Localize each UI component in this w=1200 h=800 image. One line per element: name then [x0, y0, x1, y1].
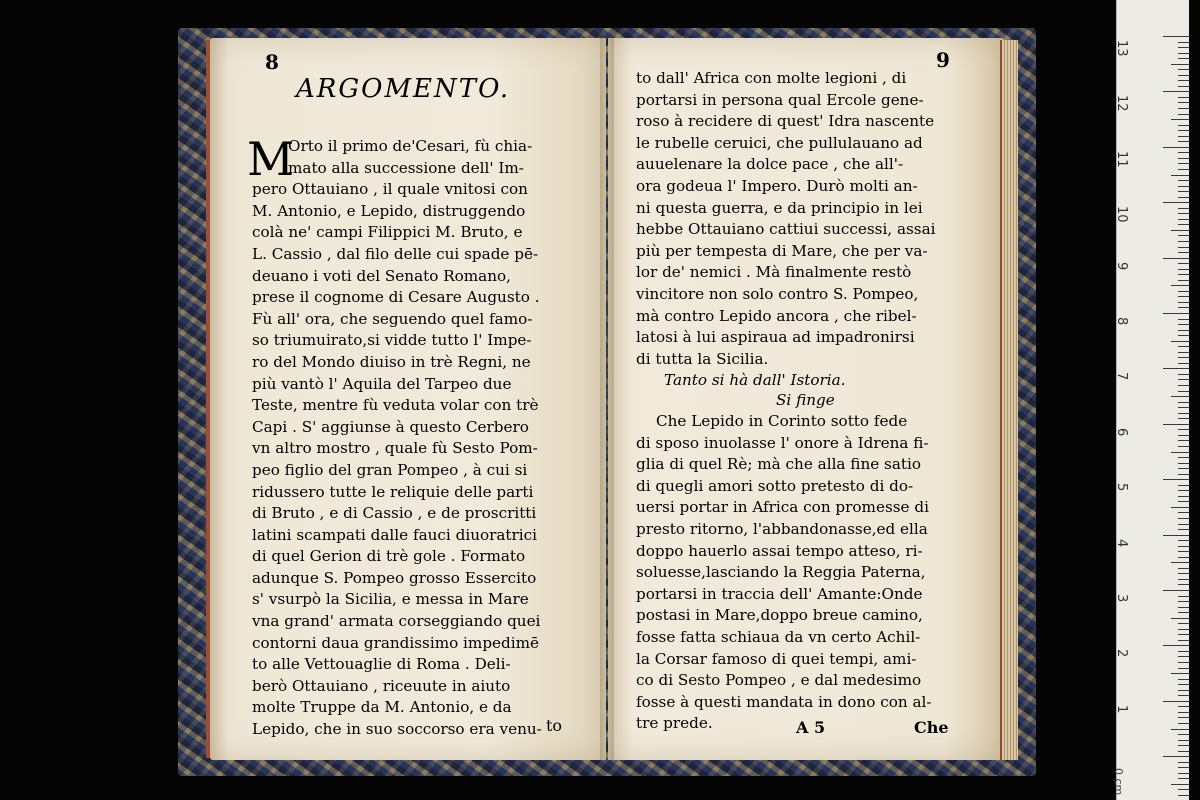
ruler-tick: [1178, 629, 1189, 630]
ruler-tick: [1178, 468, 1189, 469]
ruler-tick: [1178, 607, 1189, 608]
right-catchword: Che: [914, 718, 949, 737]
ruler-tick: [1178, 789, 1189, 790]
ruler-tick: [1163, 313, 1189, 314]
text-line: Orto il primo de'Cesari, fù chia-: [288, 137, 533, 155]
ruler-tick: [1178, 114, 1189, 115]
text-line: ora godeua l' Impero. Durò molti an-: [636, 176, 918, 195]
text-line: contorni daua grandissimo impedimē: [252, 633, 539, 652]
ruler-tick: [1171, 784, 1189, 785]
text-line: vn altro mostro , quale fù Sesto Pom-: [252, 439, 538, 458]
ruler-number: 13: [1114, 40, 1129, 57]
ruler-tick: [1178, 374, 1189, 375]
ruler-tick: [1178, 125, 1189, 126]
text-line: ridussero tutte le reliquie delle parti: [252, 482, 534, 501]
text-line: to alle Vettouaglie di Roma . Deli-: [252, 655, 511, 674]
ruler-tick: [1171, 618, 1189, 619]
ruler-tick: [1178, 596, 1189, 597]
ruler-tick: [1178, 778, 1189, 779]
text-line: colà ne' campi Filippici M. Bruto, e: [252, 223, 523, 242]
ruler-tick: [1178, 762, 1189, 763]
ruler-tick: [1178, 429, 1189, 430]
ruler-tick: [1178, 529, 1189, 530]
ruler-tick: [1178, 363, 1189, 364]
ruler-tick: [1178, 540, 1189, 541]
ruler-tick: [1178, 418, 1189, 419]
ruler-number: 8: [1114, 317, 1129, 326]
ruler-tick: [1178, 102, 1189, 103]
text-line: Che Lepido in Corinto sotto fede: [656, 412, 908, 430]
ruler-tick: [1171, 285, 1189, 286]
ruler-tick: [1178, 252, 1189, 253]
text-line: s' vsurpò la Sicilia, e messa in Mare: [252, 590, 529, 609]
ruler-tick: [1178, 219, 1189, 220]
ruler-number: 2: [1114, 649, 1129, 658]
text-line: latosi à lui aspiraua ad impadronirsi: [636, 328, 915, 347]
ruler-number: 3: [1114, 594, 1129, 603]
ruler-tick: [1171, 452, 1189, 453]
text-line: to dall' Africa con molte legioni , di: [636, 69, 907, 87]
ruler-tick: [1171, 119, 1189, 120]
ruler-tick: [1178, 706, 1189, 707]
ruler-tick: [1178, 307, 1189, 308]
measuring-ruler: [1112, 0, 1189, 800]
ruler-tick: [1171, 673, 1189, 674]
text-line: Teste, mentre fù veduta volar con trè: [252, 396, 539, 415]
ruler-tick: [1178, 158, 1189, 159]
ruler-tick: [1178, 152, 1189, 153]
ruler-tick: [1178, 280, 1189, 281]
ruler-tick: [1178, 335, 1189, 336]
ruler-tick: [1178, 795, 1189, 796]
ruler-tick: [1178, 634, 1189, 635]
ruler-tick: [1178, 679, 1189, 680]
text-line: tre prede.: [636, 714, 713, 733]
ruler-tick: [1178, 734, 1189, 735]
ruler-number: 6: [1114, 427, 1129, 437]
text-line: di Bruto , e di Cassio , e de proscritti: [252, 504, 537, 523]
ruler-tick: [1178, 47, 1189, 48]
page-heading: ARGOMENTO.: [296, 74, 511, 104]
text-line: più per tempesta di Mare, che per va-: [636, 241, 928, 260]
ruler-tick: [1178, 551, 1189, 552]
text-line: portarsi in persona qual Ercole gene-: [636, 90, 924, 109]
text-line: berò Ottauiano , riceuute in aiuto: [252, 676, 511, 695]
ruler-tick: [1178, 169, 1189, 170]
ruler-tick: [1163, 36, 1189, 37]
ruler-tick: [1178, 346, 1189, 347]
ruler-tick: [1178, 668, 1189, 669]
text-line: glia di quel Rè; mà che alla fine satio: [636, 455, 921, 474]
ruler-tick: [1163, 91, 1189, 92]
ruler-tick: [1178, 291, 1189, 292]
ruler-tick: [1178, 247, 1189, 248]
ruler-tick: [1163, 424, 1189, 425]
ruler-tick: [1178, 579, 1189, 580]
ruler-tick: [1178, 440, 1189, 441]
ruler-tick: [1178, 695, 1189, 696]
ruler-tick: [1178, 180, 1189, 181]
ruler-tick: [1163, 590, 1189, 591]
ruler-tick: [1178, 662, 1189, 663]
ruler-tick: [1163, 535, 1189, 536]
text-line: fosse fatta schiaua da vn certo Achil-: [636, 627, 921, 646]
text-line: deuano i voti del Senato Romano,: [252, 266, 511, 285]
text-line: di sposo inuolasse l' onore à Idrena fi-: [636, 433, 929, 452]
ruler-tick: [1178, 496, 1189, 497]
text-line: più vantò l' Aquila del Tarpeo due: [252, 374, 512, 393]
text-line: hebbe Ottauiano cattiui successi, assai: [636, 220, 936, 239]
text-line: di quel Gerion di trè gole . Formato: [252, 547, 526, 566]
text-line: peo figlio del gran Pompeo , à cui si: [252, 460, 528, 479]
ruler-tick: [1178, 435, 1189, 436]
text-line: le rubelle ceruici, che pullulauano ad: [636, 133, 923, 152]
right-body-text-2: [636, 411, 932, 735]
text-line: L. Cassio , dal filo delle cui spade pē-: [252, 244, 539, 263]
text-line: di tutta la Sicilia.: [636, 349, 769, 368]
ruler-tick: [1178, 518, 1189, 519]
ruler-tick: [1178, 330, 1189, 331]
ruler-tick: [1178, 241, 1189, 242]
signature-mark: A 5: [796, 718, 826, 737]
ruler-tick: [1171, 729, 1189, 730]
ruler-tick: [1178, 136, 1189, 137]
text-line: la Corsar famoso di quei tempi, ami-: [636, 649, 917, 668]
ruler-tick: [1178, 69, 1189, 70]
text-line: mato alla successione dell' Im-: [288, 158, 524, 177]
ruler-tick: [1171, 507, 1189, 508]
ruler-tick: [1178, 463, 1189, 464]
text-line: doppo hauerlo assai tempo atteso, ri-: [636, 541, 923, 560]
text-line: vna grand' armata corseggiando quei: [252, 612, 541, 631]
ruler-tick: [1171, 230, 1189, 231]
ruler-tick: [1178, 717, 1189, 718]
drop-cap: M: [247, 132, 295, 186]
ruler-tick: [1178, 86, 1189, 87]
ruler-tick: [1171, 562, 1189, 563]
ruler-tick: [1178, 407, 1189, 408]
ruler-tick: [1178, 546, 1189, 547]
ruler-number: 9: [1114, 261, 1129, 270]
right-body-text: [636, 68, 936, 370]
ruler-tick: [1178, 191, 1189, 192]
ruler-tick: [1178, 324, 1189, 325]
fore-edge: [1000, 40, 1018, 760]
ruler-tick: [1178, 352, 1189, 353]
text-line: di quegli amori sotto pretesto di do-: [636, 476, 914, 495]
ruler-tick: [1171, 341, 1189, 342]
ruler-tick: [1178, 274, 1189, 275]
ruler-tick: [1178, 197, 1189, 198]
ruler-tick: [1178, 391, 1189, 392]
ruler-number: 12: [1114, 95, 1129, 112]
ruler-tick: [1178, 723, 1189, 724]
ruler-tick: [1163, 701, 1189, 702]
ruler-tick: [1163, 147, 1189, 148]
ruler-tick: [1178, 612, 1189, 613]
text-line: latini scampati dalle fauci diuoratrici: [252, 525, 538, 544]
text-line: postasi in Mare,doppo breue camino,: [636, 606, 923, 625]
ruler-number: 7: [1114, 372, 1129, 381]
ruler-tick: [1178, 208, 1189, 209]
ruler-tick: [1178, 474, 1189, 475]
ruler-tick: [1163, 258, 1189, 259]
text-line: uersi portar in Africa con promesse di: [636, 498, 929, 517]
text-line: vincitore non solo contro S. Pompeo,: [636, 284, 919, 303]
ruler-tick: [1178, 269, 1189, 270]
ruler-tick: [1178, 740, 1189, 741]
ruler-tick: [1178, 751, 1189, 752]
ruler-tick: [1163, 756, 1189, 757]
ruler-tick: [1178, 446, 1189, 447]
ruler-tick: [1178, 413, 1189, 414]
ruler-number: 1: [1114, 704, 1129, 714]
text-line: portarsi in traccia dell' Amante:Onde: [636, 584, 923, 603]
text-line: Capi . S' aggiunse à questo Cerbero: [252, 417, 529, 436]
ruler-tick: [1171, 64, 1189, 65]
ruler-number: 5: [1114, 483, 1129, 492]
ruler-tick: [1178, 524, 1189, 525]
ruler-tick: [1178, 385, 1189, 386]
ruler-tick: [1178, 224, 1189, 225]
ruler-tick: [1178, 302, 1189, 303]
ruler-tick: [1178, 601, 1189, 602]
ruler-tick: [1178, 501, 1189, 502]
ruler-tick: [1178, 773, 1189, 774]
ruler-tick: [1178, 640, 1189, 641]
ruler-tick: [1178, 490, 1189, 491]
ruler-tick: [1163, 202, 1189, 203]
ruler-tick: [1178, 656, 1189, 657]
ruler-tick: [1178, 141, 1189, 142]
ruler-tick: [1178, 108, 1189, 109]
ruler-tick: [1178, 684, 1189, 685]
ruler-tick: [1178, 53, 1189, 54]
ruler-tick: [1178, 97, 1189, 98]
ruler-tick: [1178, 557, 1189, 558]
ruler-tick: [1178, 263, 1189, 264]
ruler-tick: [1178, 651, 1189, 652]
ruler-tick: [1178, 573, 1189, 574]
text-line: fosse à questi mandata in dono con al-: [636, 692, 932, 711]
ruler-tick: [1178, 512, 1189, 513]
ruler-tick: [1178, 163, 1189, 164]
text-line: auuelenare la dolce pace , che all'-: [636, 155, 904, 174]
text-line: pero Ottauiano , il quale vnitosi con: [252, 180, 528, 199]
ruler-tick: [1178, 58, 1189, 59]
right-page-number: 9: [936, 48, 950, 72]
ruler-tick: [1178, 402, 1189, 403]
text-line: molte Truppe da M. Antonio, e da: [252, 698, 512, 717]
text-line: soluesse,lasciando la Reggia Paterna,: [636, 563, 926, 582]
subheading: Si finge: [776, 391, 835, 409]
ruler-unit-label: 0 cm: [1112, 768, 1125, 796]
ruler-tick: [1178, 186, 1189, 187]
text-line: ro del Mondo diuiso in trè Regni, ne: [252, 352, 531, 371]
ruler-tick: [1178, 235, 1189, 236]
ruler-tick: [1178, 690, 1189, 691]
ruler-tick: [1178, 319, 1189, 320]
ruler-tick: [1178, 213, 1189, 214]
text-line: roso à recidere di quest' Idra nascente: [636, 112, 935, 131]
source-note: Tanto si hà dall' Istoria.: [664, 371, 846, 389]
ruler-tick: [1178, 485, 1189, 486]
left-catchword: to: [546, 716, 563, 735]
left-body-text: [252, 136, 542, 741]
ruler-tick: [1178, 296, 1189, 297]
ruler-tick: [1178, 75, 1189, 76]
text-line: so triumuirato,si vidde tutto l' Impe-: [252, 331, 532, 350]
ruler-number: 11: [1114, 150, 1129, 168]
book-gutter: [600, 38, 614, 760]
text-line: presto ritorno, l'abbandonasse,ed ella: [636, 519, 928, 538]
ruler-tick: [1178, 42, 1189, 43]
ruler-tick: [1178, 568, 1189, 569]
text-line: mà contro Lepido ancora , che ribel-: [636, 306, 917, 325]
text-line: Fù all' ora, che seguendo quel famo-: [252, 309, 533, 328]
ruler-tick: [1178, 767, 1189, 768]
ruler-tick: [1171, 175, 1189, 176]
ruler-tick: [1178, 357, 1189, 358]
text-line: M. Antonio, e Lepido, distruggendo: [252, 201, 526, 220]
ruler-tick: [1178, 80, 1189, 81]
ruler-tick: [1178, 130, 1189, 131]
text-line: adunque S. Pompeo grosso Essercito: [252, 568, 537, 587]
ruler-tick: [1163, 368, 1189, 369]
text-line: lor de' nemici . Mà finalmente restò: [636, 263, 912, 282]
text-line: Lepido, che in suo soccorso era venu-: [252, 720, 542, 739]
text-line: co di Sesto Pompeo , e dal medesimo: [636, 671, 922, 690]
ruler-number: 4: [1114, 538, 1129, 547]
ruler-tick: [1178, 623, 1189, 624]
ruler-tick: [1178, 379, 1189, 380]
ruler-tick: [1178, 584, 1189, 585]
ruler-tick: [1178, 745, 1189, 746]
ruler-tick: [1178, 457, 1189, 458]
text-line: prese il cognome di Cesare Augusto .: [252, 288, 540, 307]
ruler-tick: [1163, 645, 1189, 646]
left-page-number: 8: [265, 50, 279, 74]
ruler-tick: [1171, 396, 1189, 397]
ruler-tick: [1163, 479, 1189, 480]
ruler-tick: [1178, 712, 1189, 713]
ruler-number: 10: [1114, 206, 1129, 223]
text-line: ni questa guerra, e da principio in lei: [636, 198, 923, 217]
